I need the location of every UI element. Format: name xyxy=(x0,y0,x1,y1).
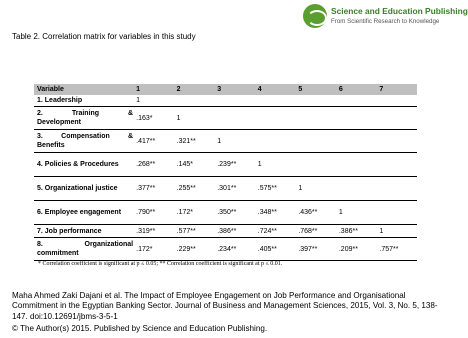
table-cell xyxy=(255,130,296,153)
publisher-tagline: From Scientific Research to Knowledge xyxy=(331,18,440,25)
table-row xyxy=(34,225,417,238)
table-footnote: * Correlation coefficient is significant at p ≤ 0.05; ** Correlation coefficient is significant at p ≤ 0.01. xyxy=(38,261,283,267)
table-cell: .436** xyxy=(298,209,318,216)
table-cell: .350** xyxy=(217,209,237,216)
table-cell: 1 xyxy=(379,227,384,235)
table-cell: .234** xyxy=(217,245,237,253)
table-cell xyxy=(255,107,296,130)
table-cell: .348** xyxy=(257,209,277,216)
table-cell xyxy=(376,201,417,225)
table-cell xyxy=(214,107,255,130)
table-cell xyxy=(295,130,336,153)
table-cell xyxy=(376,107,417,130)
header-col-7: 7 xyxy=(376,84,417,95)
table-cell: .405** xyxy=(257,245,277,253)
row-label: 4. Policies & Procedures xyxy=(37,161,119,168)
table-cell: .768** xyxy=(298,227,318,235)
table-cell xyxy=(376,130,417,153)
table-cell: .397** xyxy=(298,245,318,253)
header-col-1: 1 xyxy=(133,84,174,95)
table-cell: .377** xyxy=(136,185,156,192)
table-cell: 1 xyxy=(217,137,222,145)
table-cell: 1 xyxy=(257,161,262,168)
table-cell: .301** xyxy=(217,185,237,192)
correlation-table-container xyxy=(34,84,417,261)
header-col-6: 6 xyxy=(336,84,377,95)
row-label: 7. Job performance xyxy=(37,227,102,235)
publisher-name: Science and Education Publishing xyxy=(331,6,468,16)
table-cell xyxy=(174,95,215,107)
table-cell: 1 xyxy=(136,97,141,104)
row-label xyxy=(34,238,133,261)
header-col-4: 4 xyxy=(255,84,296,95)
table-cell: .255** xyxy=(176,185,196,192)
table-cell: .172* xyxy=(136,245,153,253)
table-cell: .145* xyxy=(176,161,194,168)
table-cell: .229** xyxy=(176,245,196,253)
table-cell xyxy=(336,153,377,177)
table-cell xyxy=(336,177,377,201)
header-variable: Variable xyxy=(34,84,133,95)
table-cell xyxy=(336,130,377,153)
table-row xyxy=(34,130,417,153)
table-row xyxy=(34,107,417,130)
table-cell xyxy=(376,177,417,201)
row-label: 5. Organizational justice xyxy=(37,185,118,192)
table-cell: .790** xyxy=(136,209,156,216)
table-cell xyxy=(295,95,336,107)
table-header-row xyxy=(34,84,417,95)
table-cell xyxy=(336,107,377,130)
publisher-logo xyxy=(303,4,468,30)
citation-text: Maha Ahmed Zaki Dajani et al. The Impact of Employee Engagement on Job Performance and Organisational Commitment in the Egyptian Banking Sector. Journal of Business and Management Sciences, 2015, Vol. 3, No. 5, 138-147. doi:10.12691/jbms-3-5-1 xyxy=(12,291,438,321)
table-cell: 1 xyxy=(298,185,303,192)
table-cell: .724** xyxy=(257,227,277,235)
table-cell: .239** xyxy=(217,161,237,168)
table-cell xyxy=(214,95,255,107)
row-label xyxy=(34,130,133,153)
table-cell xyxy=(295,107,336,130)
table-cell xyxy=(295,153,336,177)
row-label: 1. Leadership xyxy=(37,97,83,104)
table-cell: .417** xyxy=(136,137,156,145)
table-cell: .575** xyxy=(257,185,277,192)
row-label-line1: 8. Organizational xyxy=(37,241,134,248)
table-cell: .321** xyxy=(176,137,196,145)
header-col-2: 2 xyxy=(174,84,215,95)
table-cell xyxy=(336,95,377,107)
table-cell: .268** xyxy=(136,161,156,168)
table-row xyxy=(34,238,417,261)
table-cell xyxy=(255,95,296,107)
table-cell xyxy=(376,153,417,177)
table-cell: .577** xyxy=(176,227,196,235)
table-caption: Table 2. Correlation matrix for variables in this study xyxy=(12,32,196,41)
table-cell: .319** xyxy=(136,227,156,235)
row-label xyxy=(34,107,133,130)
publisher-logo-icon xyxy=(303,4,327,28)
header-col-3: 3 xyxy=(214,84,255,95)
table-row xyxy=(34,177,417,201)
row-label-line2: Benefits xyxy=(37,142,65,149)
table-cell: .172* xyxy=(176,209,194,216)
table-row xyxy=(34,201,417,225)
table-cell: .386** xyxy=(217,227,237,235)
table-cell: 1 xyxy=(338,209,343,216)
row-label-line1: 3. Compensation & xyxy=(37,133,134,140)
correlation-table xyxy=(34,84,417,261)
header-col-5: 5 xyxy=(295,84,336,95)
table-row xyxy=(34,153,417,177)
row-label: 6. Employee engagement xyxy=(37,209,122,216)
table-cell: 1 xyxy=(176,114,181,122)
table-cell: .163* xyxy=(136,114,153,122)
table-row xyxy=(34,95,417,107)
row-label-line2: Development xyxy=(37,119,81,126)
table-cell: .757** xyxy=(379,245,399,253)
copyright-text: © The Author(s) 2015. Published by Science and Education Publishing. xyxy=(12,324,268,333)
table-cell: .209** xyxy=(338,245,358,253)
table-cell: .386** xyxy=(338,227,358,235)
row-label-line1: 2. Training & xyxy=(37,110,134,117)
table-cell xyxy=(376,95,417,107)
row-label-line2: commitment xyxy=(37,250,79,257)
